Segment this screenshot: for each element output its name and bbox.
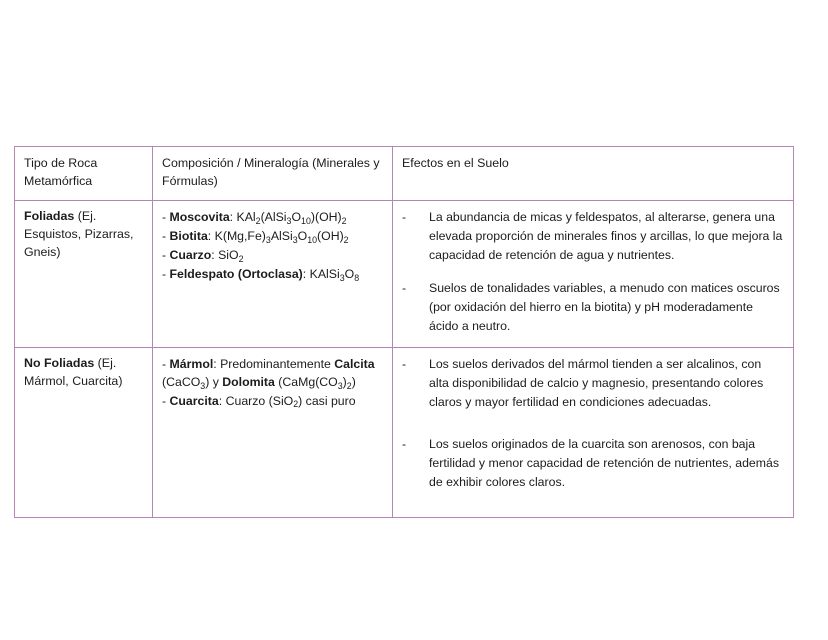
mineral-name: Mármol xyxy=(169,357,214,372)
effect-text: La abundancia de micas y feldespatos, al alterarse, genera una elevada proporción de minerales finos y arcillas, lo que mejora la capacidad de retención de agua y nutrientes. xyxy=(429,210,783,262)
metamorphic-rock-table-container xyxy=(14,146,793,518)
rock-type-name: No Foliadas xyxy=(24,356,95,371)
cell-composition-no-foliadas xyxy=(153,348,393,518)
mineral-separator: : xyxy=(211,248,219,263)
list-dash: - xyxy=(402,281,407,296)
mineral-formula: $K(Mg,Fe)_3AlSi_3O_{10}(OH)_2$ xyxy=(214,229,349,245)
mineral-name: Feldespato (Ortoclasa) xyxy=(169,267,303,282)
mineral-formula: $KAl_2(AlSi_3O_{10})(OH)_2$ xyxy=(236,210,347,226)
list-dash: - xyxy=(402,437,407,452)
rock-type-text xyxy=(24,355,143,391)
column-header-composition xyxy=(153,147,393,201)
rock-type-examples: (Ej. Mármol, Cuarcita) xyxy=(24,356,123,389)
rock-type-name: Foliadas xyxy=(24,209,75,224)
mineral-list xyxy=(162,355,383,410)
table-row xyxy=(15,348,794,518)
mineral-separator: : xyxy=(213,357,221,372)
list-dash: - xyxy=(162,248,167,263)
rock-type-text xyxy=(24,208,143,262)
cell-rock-type-no-foliadas xyxy=(15,348,153,518)
list-item xyxy=(162,392,383,410)
soil-effects-list xyxy=(402,355,784,491)
list-dash: - xyxy=(162,229,167,244)
mineral-formula: Predominantemente Calcita (CaCO$_3$) y Dolomita $(CaMg(CO_3)_2)$ xyxy=(162,357,375,391)
list-item xyxy=(162,265,383,284)
mineral-name: Cuarzo xyxy=(169,248,212,263)
effect-text: Los suelos originados de la cuarcita son arenosos, con baja fertilidad y menor capacidad de retención de nutrientes, además de exhibir colores claros. xyxy=(429,437,779,489)
list-dash: - xyxy=(402,210,407,225)
rock-type-examples: (Ej. Esquistos, Pizarras, Gneis) xyxy=(24,209,134,260)
table-row xyxy=(15,201,794,348)
mineral-separator: : xyxy=(302,267,310,282)
list-item xyxy=(402,279,784,335)
mineral-name: Biotita xyxy=(169,229,208,244)
mineral-formula: SiO$_2$ xyxy=(218,248,244,264)
mineral-formula: $KAlSi_3O_8$ xyxy=(309,267,360,283)
list-dash: - xyxy=(402,357,407,372)
table-header-row xyxy=(15,147,794,201)
list-dash: - xyxy=(162,267,167,282)
list-item xyxy=(162,355,383,391)
column-header-rock-type xyxy=(15,147,153,201)
mineral-list xyxy=(162,208,383,284)
mineral-name: Cuarcita xyxy=(169,393,219,408)
cell-rock-type-foliadas xyxy=(15,201,153,348)
effect-text: Los suelos derivados del mármol tienden a ser alcalinos, con alta disponibilidad de calcio y magnesio, presentando colores claros y mayor fertilidad en condiciones adecuadas. xyxy=(429,357,764,409)
list-dash: - xyxy=(162,393,167,408)
soil-effects-list xyxy=(402,208,784,335)
column-header-composition-label: Composición / Mineralogía (Minerales y Fórmulas) xyxy=(162,156,380,188)
mineral-separator: : xyxy=(207,229,215,244)
column-header-rock-type-label: Tipo de Roca Metamórfica xyxy=(24,156,98,188)
metamorphic-rock-table xyxy=(14,146,794,518)
cell-soil-effects-no-foliadas xyxy=(393,348,794,518)
mineral-name: Moscovita xyxy=(169,210,230,225)
cell-composition-foliadas xyxy=(153,201,393,348)
column-header-soil-effects xyxy=(393,147,794,201)
mineral-formula: Cuarzo (SiO$_2$) casi puro xyxy=(225,393,356,410)
list-item xyxy=(402,355,784,411)
list-item xyxy=(402,435,784,491)
list-item xyxy=(162,246,383,265)
list-dash: - xyxy=(162,357,167,372)
mineral-separator: : xyxy=(229,210,237,225)
list-dash: - xyxy=(162,210,167,225)
list-item xyxy=(402,208,784,264)
list-item xyxy=(162,208,383,227)
cell-soil-effects-foliadas xyxy=(393,201,794,348)
mineral-separator: : xyxy=(218,393,226,408)
column-header-soil-effects-label: Efectos en el Suelo xyxy=(402,156,509,170)
effect-text: Suelos de tonalidades variables, a menudo con matices oscuros (por oxidación del hierro en la biotita) y pH moderadamente ácido a neutro. xyxy=(429,281,780,333)
list-item xyxy=(162,227,383,246)
